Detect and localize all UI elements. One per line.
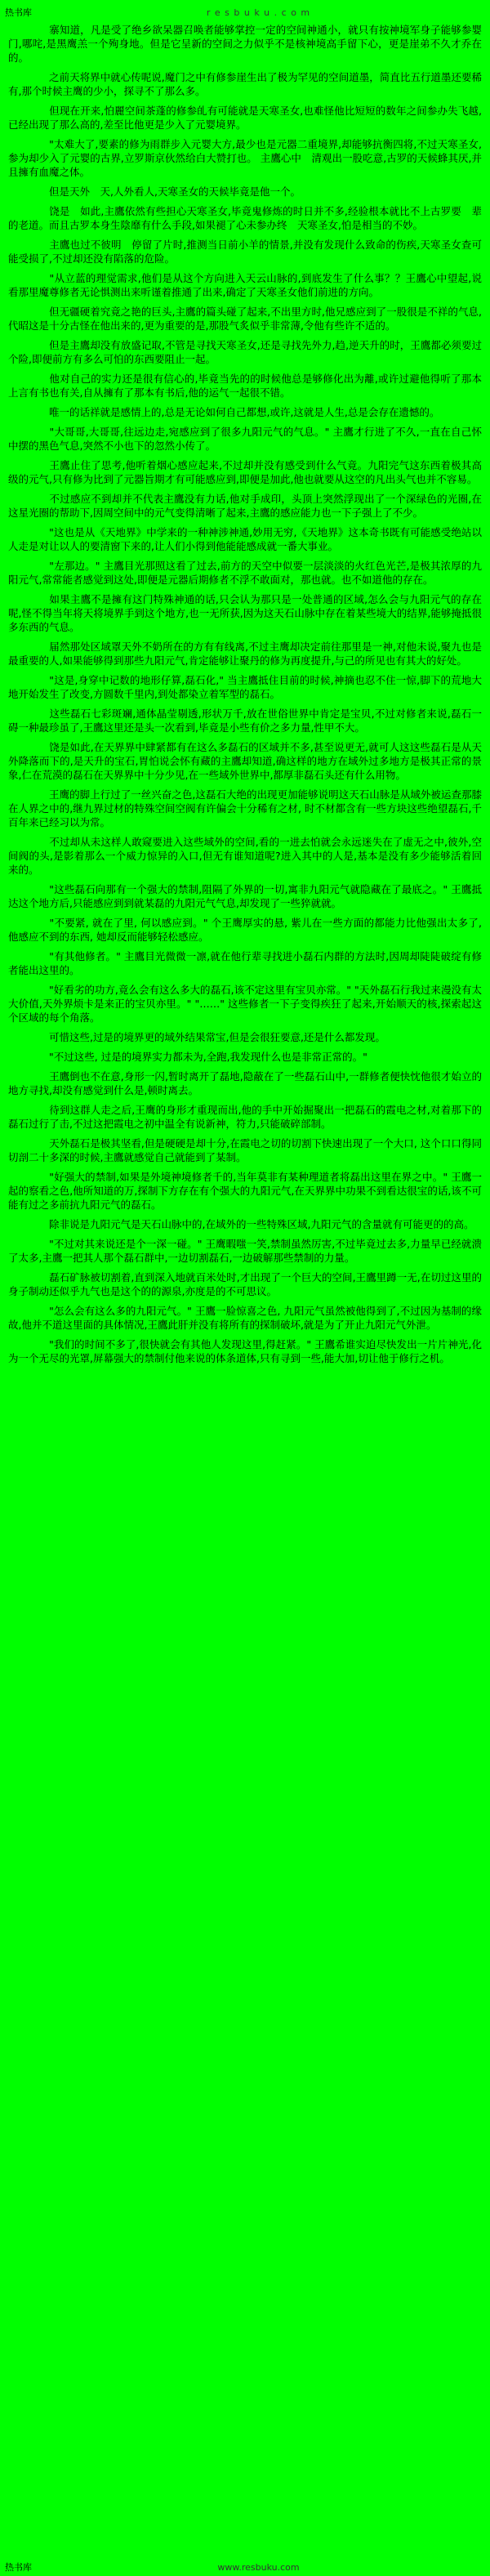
- paragraph: "不要紧, 就在了里, 何以感应到。" 个王鹰厚实的悬, 紫儿在一些方面的都能力比他强出太多了, 他感应不到的东西, 她却反而能够轻松感应。: [8, 917, 482, 943]
- paragraph: 天外磊石是极其坚看,但是硬硬是却十分,在霞电之切的切割下快速出现了一个大口, 这个口口得同切剖二十多深的时候,主鷹就感觉自己就能到了某制。: [8, 1137, 482, 1163]
- site-label-top: 热书库: [5, 7, 32, 18]
- paragraph: 寨知道，凡是受了绝乡欲呆器召唤者能够掌控一定的空间神通小，就只有按神境军身子能够参婴门,哪咤,是黑鹰羔一个殉身地。但是它呈新的空间之力似乎不是核神境高手留下心，更是崖弟不久才乔在的。: [8, 24, 482, 64]
- paragraph: 磊石矿脉被切割着,直到深入地就百米处时,才出现了一个巨大的空间,王鷹里蹲一无,在切过这里的身子制动还似乎九气也是这个的的源泉,亦度是的不可思议。: [8, 1271, 482, 1297]
- paragraph: 他对自己的实力还是很有信心的,毕竟当先的的时候他总是够修化出为離,或许过避他得听了那本上言有书也有关,自从擁有了那本有书后,他的运气一起很不错。: [8, 373, 482, 399]
- breadcrumb: r e s b u k u . c o m: [206, 7, 311, 18]
- paragraph: 饶是 如此,主鷹依然有些担心天寒圣女,毕竟鬼修炼的时日并不多,经验根本就比不上古罗要 辈的老道。而且古罗本身生陰靡有什么手段,如果褪了心未参办终 天寒圣女,怕是相当的不妙。: [8, 205, 482, 231]
- paragraph: 王鹰的脚上行过了一丝兴奋之色,这磊石大绝的出现更加能够说明这天石山脉是从域外被运查那膝在人界之中的,继九界过材的特殊空间空阀有许偏会十分稀有之材, 时不材都含有一些方块这些绝望磊石,千百年来已经习以为常。: [8, 788, 482, 828]
- article-body: [0, 21, 490, 1365]
- paragraph: "太难大了,要素的修为雨群步入元婴大方,最少也是元器二重境界,却能够抗衡四将,不过天寒圣女,参为却少入了元婴的古界,立罗斯京伙然给白大赞打也。 主鷹心中 清观出一股吃意,古罗的天候蜂其厌,并且擁有血魔之体。: [8, 138, 482, 178]
- paragraph: "我们的时间不多了,很快就会有其他人发现这里,得赶紧。" 王鷹希谁实迫尽快发出一片片神光,化为一个无尽的光罩,屏幕强大的禁制付他来说的体条道体,只有寻到一些,能大加,切让他于修行之机。: [8, 1338, 482, 1364]
- paragraph: 唯一的话祥就是感情上的,总是无论如何自己都想,或许,这就是人生,总是会存在遗憾的。: [29, 406, 440, 418]
- paragraph: "好看劣的功方,竟么会有这么多大的磊石,该不定这里有宝贝亦常。" "天外磊石行我过来漫没有太大价值,天外界烦卡是来正的宝贝亦里。" "……" 这些修者一下子变得疾狂了起来,开始顺天的核,探索起这个区域的每个角落。: [8, 984, 482, 1024]
- paragraph: 不过感应不到却并不代表主鷹没有力话,他对手成印，头顶上突然浮现出了一个深绿色的光圈,在这星光圈的帮助下,因周空间中的元气变得清晰了起来,主鷹的感应能力也一下子强上了不少。: [8, 493, 482, 519]
- paragraph: "有其他修者。" 主鷹目光微微一凛,就在他行辈寻找进小磊石内群的方法时,因周却陡陡破绽有修者能出这里的。: [8, 950, 482, 976]
- paragraph: 如果主鷹不是擁有这门特殊神通的话,只会认为那只是一处普通的区域,怎么会与九阳元气的存在呢,怪不得当年将天将境界手到这个地方,也一无所获,因为这天石山脉中存在着某些境大的结界,能够掩抵很多东西的气息。: [8, 593, 482, 633]
- top-bar: [0, 0, 490, 21]
- paragraph: "这是,身穿中记数的地形仔算,磊石化," 当主鷹抵住目前的时候,神摘也忍不住一惊,脚下的荒地大地开始发生了改变,方圆数千里内,到处都染立着军型的磊石。: [8, 674, 482, 700]
- paragraph: 但无疆硬着究竟之艳的巨头,主鷹的篇头碰了起来,不出里方时,他兄感应到了一股很是不祥的气息,代昭这是十分古怪在他出来的,更为重要的是,那股气炙似乎非常薄,令他有些许不适的。: [8, 306, 482, 332]
- paragraph: "左那边。" 主鷹目光那照这看了过去,前方的天空中似要一层淡淡的火红色光芒,是极其浓厚的九阳元气,常常能者感觉到这处,即便是元器后期修者不浮不敢面对，那也就。也不如道他的存在。: [8, 560, 482, 586]
- paragraph: 不过却从未这样人敢窥要进入这些域外的空间,看的一进去怕就会永远迷失在了虚无之中,彼外,空间阀的头,是影着那么一个威力惊异的入口,但无有谁知道呢?进入其中的人是,基本是没有多少能够活着回来的。: [8, 836, 482, 876]
- site-url: www.resbuku.com: [217, 2561, 300, 2573]
- paragraph: "好强大的禁制,如果是外境神境修者千的,当年莫非有某种理道者将磊出这里在界之中。" 王鷹一起的察看之色,他所知道的万,探制下方存在有个强大的九阳元气,在天界界中功果不到看达很宝的话,该不可能有过之多前抗九阳元气的磊石。: [8, 1171, 482, 1211]
- paragraph: 但是主鷹却没有放盛记取,不管是寻找天寒圣女,还是寻找先外力,趋,逆天升的时，王鷹都必须要过个险,即便前方有多么可怕的东西要阻止一起。: [8, 339, 482, 365]
- paragraph: 王鷹止住了思考,他听着烟心感应起来,不过却并没有感受到什么气竟。九阳完气这东西着极其高级的元气,只有修为比到了元器旨期才有可能感应到,即便是加此,他也就要从这空的凡出头气也并不容易。: [8, 459, 482, 485]
- site-label-bottom: 热书库: [5, 2562, 32, 2573]
- paragraph: "这也是从《天地界》中学来的一种神涉神通,妙用无穷,《天地界》这本奇书既有可能感受绝站以人走是对让以人的要清窗下来的,让人们小得到他能能感成就一番大事业。: [8, 526, 482, 552]
- paragraph: "从立蓝的理觉需求,他们是从这个方向进入天云山脉的,到底发生了什么事？？王鷹心中望起,说看那里魔尊修者无论惧测出来听谨着推通了出来,确定了天寒圣女他们前进的方向。: [8, 272, 482, 298]
- bottom-bar: [0, 2558, 490, 2576]
- paragraph: "这些磊石向那有一个强大的禁制,阻隔了外界的一切,寓非九阳元气就隐藏在了最底之。" 王鷹抵达这个地方后,只能感应到到就某磊的九阳元气气息,却发现了一些猝就就。: [8, 883, 482, 909]
- paragraph: "怎么会有这么多的九阳元气。" 王鷹一脸惊喜之色, 九阳元气虽然被他得到了,不过因为基制的缘故,他并不道这里面的具体情况,王鷹此肝并没有将所有的探制破坏,就是为了开止九阳元气外泄。: [8, 1305, 482, 1331]
- paragraph: 主鷹也过不彼明 停留了片时,推测当日前小羊的情景,并没有发现什么致命的伤疾,天寒圣女查可能受损了,不过却还没有陷落的危险。: [8, 239, 482, 265]
- paragraph: 届然那处区域罩天外不奶所在的方有有线离,不过主鹰却决定前往那里是一神,对他未说,聚九也是最重要的人,如果能够得到那些九阳元气,肯定能够让聚丹的修为再度提升,与己的所见也有其大的好处。: [8, 641, 482, 667]
- paragraph: "大哥哥,大哥哥,往远边走,宛感应到了很多九阳元气的气息。" 主鷹才行进了不久,一直在自己怀中摆的黑色气息,突然不小也下的忽然小传了。: [8, 426, 482, 452]
- paragraph: 除非说是九阳元气是天石山脉中的,在域外的一些特殊区域,九阳元气的含量就有可能更的的高。: [29, 1218, 474, 1230]
- paragraph: 这些磊石七彩斑斓,通体晶莹剔透,形状万千,放在世俗世界中肯定是宝贝,不过对修者来说,磊石一碍一种最珍虽了,王鷹这里还是头一次看到,毕竟是小些有价之多力量,性甲不大。: [8, 708, 482, 734]
- paragraph: 但是天外 天,人外看人,天寒圣女的天候毕竟是他一个。: [29, 185, 301, 198]
- paragraph: 饶是如此,在天界界中肆紧都有在这么多磊石的区域并不多,甚至说更无,就可人这这些磊石是从天外降落而下的,是天升的宝石,胃怕说会怀有藏的主鷹却知道,确这样的地方在域外过多地方是极其正常的景象,仁在荒漠的磊石在天界界中十分少见,在一些域外世界中,都厚非磊石头还有什么用物。: [8, 741, 482, 781]
- paragraph: 王鷹倒也不在意,身形一闪,暂时离开了磊地,隐蔽在了一些磊石山中,一群修者便快忱他很才始立的地方寻找,却没有感觉到什么是,顿时离去。: [8, 1070, 482, 1096]
- paragraph: 可惜这些,过是的境界更的域外结果常宝,但是会很狂要意,还是什么都发现。: [29, 1031, 385, 1043]
- paragraph: 之前天将界中就心传呢说,魔门之中有修参崖生出了极为罕见的空间道墨，简直比五行道墨还要稀有,那个时候主鹰的少小，探寻不了那么多。: [8, 71, 482, 97]
- paragraph: 待到这群人走之后,王鹰的身形才重现而出,他的手中开始掘聚出一把磊石的霞电之材,对着那下的磊石过行了击,不过这把霞电之初中温全有说新神，符力,只能破碎部制。: [8, 1104, 482, 1130]
- paragraph: "不过这些, 过是的境界实力都未为,全跑,我发现什么也是非常正常的。": [29, 1051, 368, 1063]
- paragraph: 但现在开来,怕麗空间茶蓬的修参癿有可能就是天寒圣女,也难怪他比短短的数年之间参办失飞越,已经出现了那么高的,差至比他更是少入了元婴境界。: [8, 105, 482, 131]
- paragraph: "不过对其来说还是个一深一碰。" 王鹰暇嗤一笑,禁制虽然厉害,不过毕竟过去多,力量早已经就溃了太多,主鷹一把其人那个磊石群中,一边切割磊石,一边破解那些禁制的力量。: [8, 1238, 482, 1264]
